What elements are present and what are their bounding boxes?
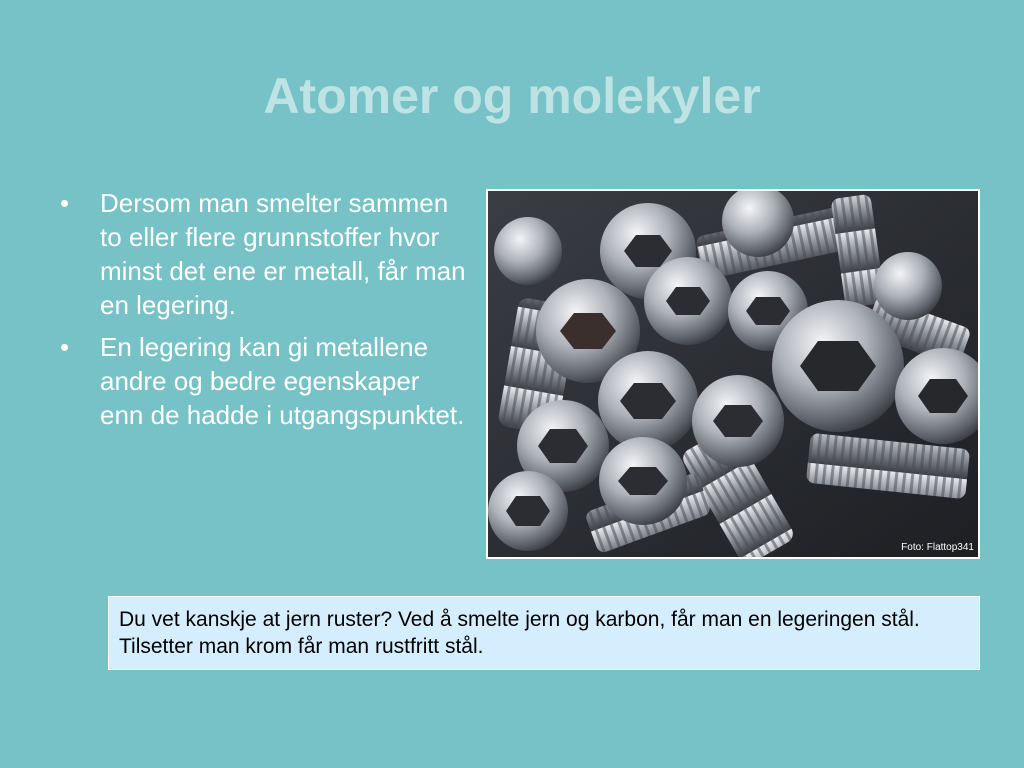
bullet-marker: • — [60, 332, 70, 362]
screws-photo — [486, 189, 980, 559]
photo-credit: Foto: Flattop341 — [901, 542, 974, 553]
bullet-marker: • — [60, 188, 70, 218]
bullet-list — [58, 186, 468, 440]
bullet-text: Dersom man smelter sammen to eller flere grunnstoffer hvor minst det ene er metall, får man en legering. — [100, 188, 466, 320]
bullet-item — [58, 330, 468, 432]
info-box-text: Du vet kanskje at jern ruster? Ved å smelte jern og karbon, får man en legeringen stål. Tilsetter man krom får man rustfritt stål. — [119, 608, 920, 658]
slide-title: Atomer og molekyler — [263, 68, 761, 124]
screws-illustration — [488, 191, 978, 557]
bullet-item — [58, 186, 468, 322]
bullet-text: En legering kan gi metallene andre og bedre egenskaper enn de hadde i utgangspunktet. — [100, 332, 465, 430]
info-box — [108, 596, 980, 670]
